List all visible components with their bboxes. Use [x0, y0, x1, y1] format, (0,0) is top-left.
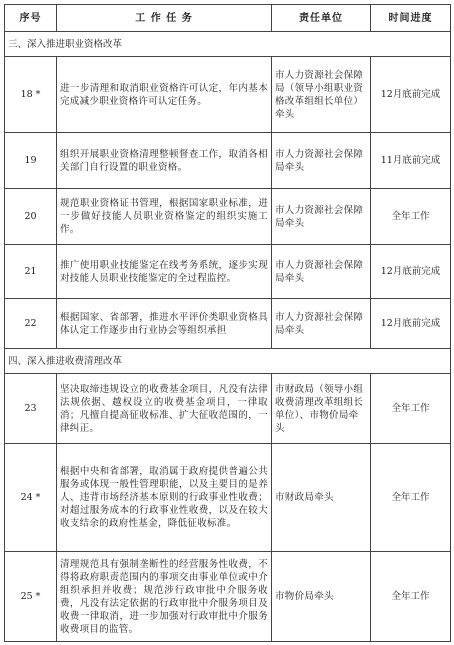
task-table: [4, 4, 451, 642]
row-time: 全年工作: [371, 444, 451, 552]
row-number: 25 *: [5, 552, 57, 642]
row-number: 24 *: [5, 444, 57, 552]
table-row: [5, 552, 451, 642]
row-time: 11月底前完成: [371, 133, 451, 189]
section-row: [5, 32, 451, 57]
row-unit: 市财政局牵头: [272, 444, 371, 552]
row-number: 18 *: [5, 57, 57, 133]
row-time: 12月底前完成: [371, 245, 451, 299]
row-task: 规范职业资格证书管理，根据国家职业标准，进一步做好技能人员职业资格鉴定的组织实施工作。: [57, 189, 272, 245]
table-row: [5, 189, 451, 245]
section-title: 四、深入推进收费清理改革: [5, 349, 451, 374]
row-time: 12月底前完成: [371, 299, 451, 349]
table-row: [5, 57, 451, 133]
row-time: 12月底前完成: [371, 57, 451, 133]
row-task: 组织开展职业资格清理整顿督查工作，取消各相关部门自行设置的职业资格。: [57, 133, 272, 189]
table-header-row: [5, 5, 451, 32]
row-time: 全年工作: [371, 552, 451, 642]
row-time: 全年工作: [371, 189, 451, 245]
row-task: 清理规范具有强制垄断性的经营服务性收费，不得将政府职责范围内的事项交由事业单位或中介组织承担并收费；规范涉行政审批中介服务收费，凡没有法定依据的行政审批中介服务项目及收费一律取消，进一步加强对行政审批中介服务收费项目的监管。: [57, 552, 272, 642]
row-unit: 市人力资源社会保障局牵头: [272, 245, 371, 299]
row-unit: 市物价局牵头: [272, 552, 371, 642]
row-unit: 市人力资源社会保障局（领导小组职业资格改革组组长单位）牵头: [272, 57, 371, 133]
section-row: [5, 349, 451, 374]
table-row: [5, 374, 451, 444]
row-time: 全年工作: [371, 374, 451, 444]
table-row: [5, 133, 451, 189]
row-unit: 市人力资源社会保障局牵头: [272, 133, 371, 189]
section-title: 三、深入推进职业资格改革: [5, 32, 451, 57]
header-task: 工 作 任 务: [57, 5, 272, 32]
table-row: [5, 245, 451, 299]
row-task: 根据中央和省部署，取消属于政府提供普遍公共服务或体现一般性管理职能，以及主要目的是养人、违背市场经济基本原则的行政事业性收费；对超过服务成本的行政事业性收费，以及在较大收支结余的政府性基金，降低征收标准。: [57, 444, 272, 552]
row-number: 19: [5, 133, 57, 189]
row-number: 23: [5, 374, 57, 444]
row-number: 20: [5, 189, 57, 245]
row-unit: 市财政局（领导小组收费清理改革组组长单位）、市物价局牵头: [272, 374, 371, 444]
header-time: 时间进度: [371, 5, 451, 32]
header-unit: 责任单位: [272, 5, 371, 32]
table-row: [5, 299, 451, 349]
row-number: 21: [5, 245, 57, 299]
row-task: 根据国家、省部署，推进水平评价类职业资格具体认定工作逐步由行业协会等组织承担: [57, 299, 272, 349]
row-unit: 市人力资源社会保障局牵头: [272, 299, 371, 349]
row-task: 坚决取缔违规设立的收费基金项目，凡没有法律法规依据、越权设立的收费基金项目，一律取消；凡擅自提高征收标准、扩大征收范围的，一律纠正。: [57, 374, 272, 444]
table-row: [5, 444, 451, 552]
row-task: 推广使用职业技能鉴定在线考务系统，逐步实现对技能人员职业技能鉴定的全过程监控。: [57, 245, 272, 299]
header-index: 序号: [5, 5, 57, 32]
row-number: 22: [5, 299, 57, 349]
row-task: 进一步清理和取消职业资格许可认定，年内基本完成减少职业资格许可认定任务。: [57, 57, 272, 133]
row-unit: 市人力资源社会保障局牵头: [272, 189, 371, 245]
